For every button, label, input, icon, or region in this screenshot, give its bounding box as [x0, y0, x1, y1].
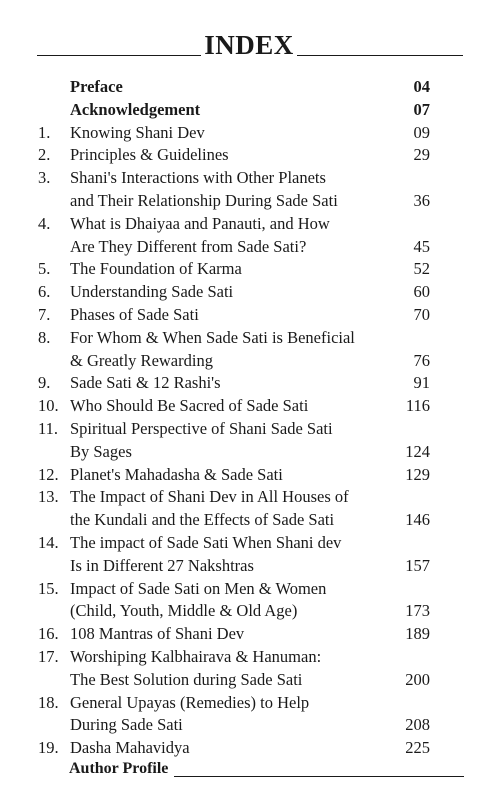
index-row — [0, 465, 483, 488]
entry-title: Knowing Shani Dev — [70, 122, 205, 142]
entry-title: Shani's Interactions with Other Planets — [70, 168, 326, 188]
page-number: 04 — [413, 77, 430, 96]
page-number: 129 — [405, 464, 430, 484]
page-number: 225 — [405, 738, 430, 758]
entry-title: Sade Sati & 12 Rashi's — [70, 373, 221, 393]
header-rule-right — [297, 55, 463, 56]
chapter-number: 7. — [38, 305, 51, 324]
chapter-number: 4. — [38, 213, 51, 233]
page-number: 09 — [413, 122, 430, 142]
index-row — [0, 100, 483, 123]
entry-title: Spiritual Perspective of Shani Sade Sati — [70, 419, 333, 438]
page-number: 29 — [413, 145, 430, 165]
index-row — [0, 191, 483, 214]
index-row — [0, 715, 483, 738]
page-number: 208 — [405, 715, 430, 735]
entry-title: Worshiping Kalbhairava & Hanuman: — [70, 647, 322, 666]
entry-title: The impact of Sade Sati When Shani dev — [70, 533, 342, 552]
chapter-number: 19. — [38, 738, 59, 758]
chapter-number: 9. — [38, 373, 51, 393]
index-row — [0, 442, 483, 465]
index-row — [0, 282, 483, 305]
index-header — [37, 30, 463, 60]
index-row — [0, 579, 483, 602]
page-number: 146 — [405, 510, 430, 530]
entry-title: During Sade Sati — [70, 715, 183, 735]
chapter-number: 18. — [38, 692, 59, 712]
entry-title: and Their Relationship During Sade Sati — [70, 191, 338, 210]
index-row — [0, 556, 483, 579]
index-row — [0, 693, 483, 716]
chapter-number: 2. — [38, 145, 51, 165]
chapter-number: 13. — [38, 487, 59, 507]
header-rule-left — [37, 55, 201, 56]
author-profile-rule — [174, 776, 464, 777]
index-row — [0, 214, 483, 237]
chapter-number: 16. — [38, 624, 59, 644]
entry-title: & Greatly Rewarding — [70, 350, 213, 370]
page-number: 124 — [405, 441, 430, 461]
index-row — [0, 305, 483, 328]
page-number: 36 — [413, 191, 430, 210]
chapter-number: 3. — [38, 168, 51, 188]
entry-title: The Best Solution during Sade Sati — [70, 669, 303, 689]
index-row — [0, 77, 483, 100]
page-number: 76 — [413, 350, 430, 370]
index-row — [0, 624, 483, 647]
index-row — [0, 168, 483, 191]
index-row — [0, 601, 483, 624]
index-row — [0, 533, 483, 556]
chapter-number: 12. — [38, 464, 59, 484]
chapter-number: 8. — [38, 327, 51, 347]
index-row — [0, 396, 483, 419]
page-title: INDEX — [204, 30, 294, 60]
entry-title: Acknowledgement — [70, 99, 201, 119]
chapter-number: 6. — [38, 282, 51, 302]
entry-title: Who Should Be Sacred of Sade Sati — [70, 396, 309, 416]
entry-title: 108 Mantras of Shani Dev — [70, 624, 245, 644]
chapter-number: 5. — [38, 259, 51, 279]
page-number: 200 — [405, 669, 430, 689]
chapter-number: 17. — [38, 647, 59, 666]
index-row — [0, 328, 483, 351]
entry-title: Principles & Guidelines — [70, 145, 229, 165]
chapter-number: 10. — [38, 396, 59, 416]
page-number: 173 — [405, 601, 430, 621]
entry-title: What is Dhaiyaa and Panauti, and How — [70, 213, 330, 233]
entry-title: Are They Different from Sade Sati? — [70, 236, 307, 256]
chapter-number: 1. — [38, 122, 51, 142]
page-number: 52 — [413, 259, 430, 279]
entry-title: Dasha Mahavidya — [70, 738, 190, 758]
entry-title: Impact of Sade Sati on Men & Women — [70, 578, 327, 598]
entry-title: (Child, Youth, Middle & Old Age) — [70, 601, 298, 621]
entry-title: The Impact of Shani Dev in All Houses of — [70, 487, 349, 507]
index-row — [0, 670, 483, 693]
index-row — [0, 123, 483, 146]
index-row — [0, 647, 483, 670]
index-row — [0, 373, 483, 396]
page-number: 07 — [413, 99, 430, 119]
page-number: 157 — [405, 555, 430, 575]
entry-title: General Upayas (Remedies) to Help — [70, 692, 310, 712]
entry-title: Planet's Mahadasha & Sade Sati — [70, 464, 283, 484]
entry-title: Understanding Sade Sati — [70, 282, 234, 302]
entry-title: By Sages — [70, 441, 132, 461]
index-row — [0, 145, 483, 168]
index-row — [0, 259, 483, 282]
page-number: 116 — [405, 396, 430, 416]
entry-title: Is in Different 27 Nakshtras — [70, 555, 254, 575]
index-row — [0, 237, 483, 260]
page-number: 60 — [413, 282, 430, 302]
page-number: 70 — [413, 305, 430, 324]
index-row — [0, 419, 483, 442]
index-row — [0, 351, 483, 374]
page-number: 45 — [413, 236, 430, 256]
entry-title: Preface — [70, 77, 123, 96]
entry-title: For Whom & When Sade Sati is Beneficial — [70, 327, 355, 347]
author-profile-label: Author Profile — [69, 760, 169, 777]
index-row — [0, 487, 483, 510]
chapter-number: 14. — [38, 533, 59, 552]
index-row — [0, 510, 483, 533]
chapter-number: 11. — [38, 419, 59, 438]
entry-title: The Foundation of Karma — [70, 259, 242, 279]
page-number: 91 — [413, 373, 430, 393]
index-row — [0, 738, 483, 761]
chapter-number: 15. — [38, 578, 59, 598]
page-number: 189 — [405, 624, 430, 644]
entry-title: the Kundali and the Effects of Sade Sati — [70, 510, 335, 530]
entry-title: Phases of Sade Sati — [70, 305, 199, 324]
